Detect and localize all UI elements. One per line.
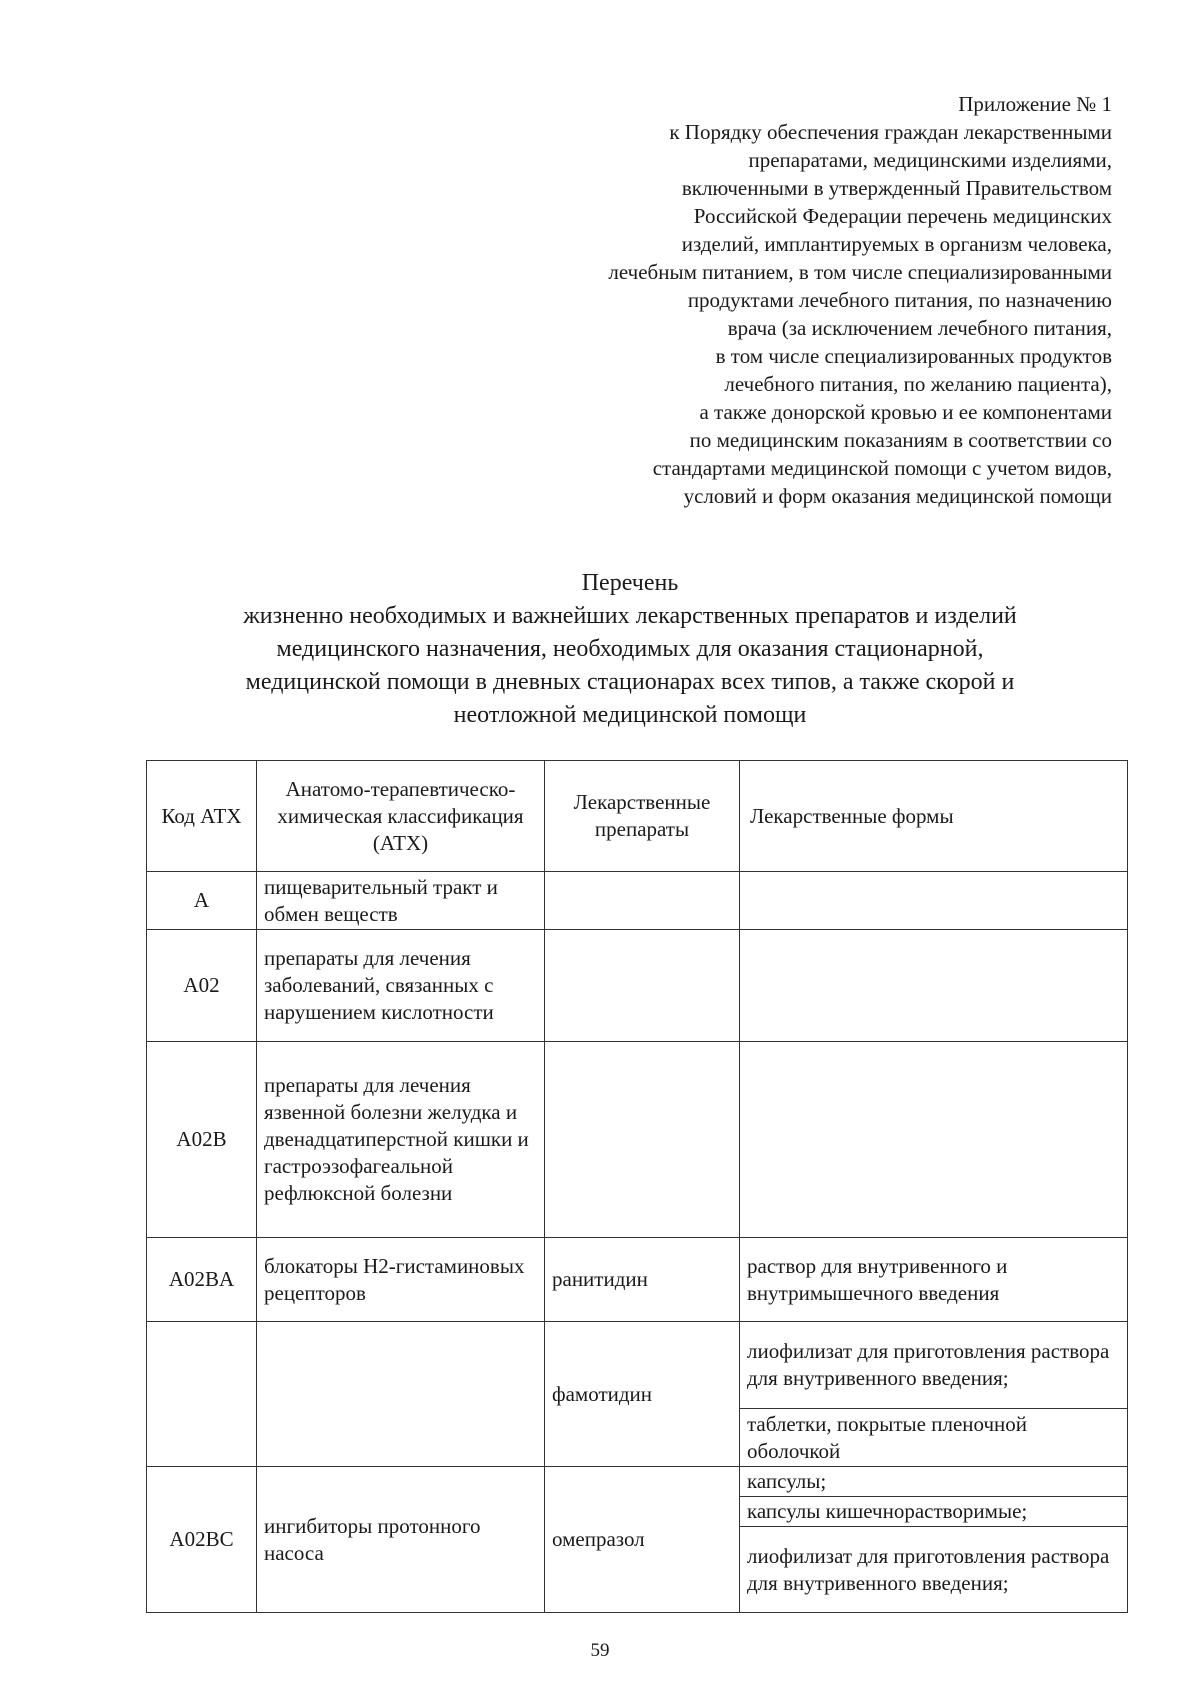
atx-classification: [257, 1322, 545, 1467]
atx-code: [147, 1322, 257, 1467]
atx-table: [146, 760, 1128, 1613]
appendix-line: врача (за исключением лечебного питания,: [727, 316, 1112, 340]
appendix-header: [440, 90, 1112, 510]
drug-form: [740, 930, 1128, 1042]
document-subtitle-line: жизненно необходимых и важнейших лекарственных препаратов и изделий: [243, 603, 1017, 629]
appendix-line: включенными в утвержденный Правительством: [681, 176, 1112, 200]
appendix-line: препаратами, медицинскими изделиями,: [748, 148, 1112, 172]
drug-form: капсулы кишечнорастворимые;: [740, 1497, 1128, 1527]
drug-name: [545, 930, 740, 1042]
table-row: [147, 1042, 1128, 1238]
table-row: [147, 1322, 1128, 1409]
appendix-line: Приложение № 1: [958, 92, 1112, 116]
drug-name: фамотидин: [545, 1322, 740, 1467]
atx-code: A: [147, 872, 257, 930]
appendix-line: условий и форм оказания медицинской помощи: [683, 484, 1112, 508]
table-row: [147, 930, 1128, 1042]
atx-code: A02B: [147, 1042, 257, 1238]
drug-name: ранитидин: [545, 1238, 740, 1322]
drug-form: [740, 1042, 1128, 1238]
atx-classification: препараты для лечения заболеваний, связанных с нарушением кислотности: [257, 930, 545, 1042]
drug-name: [545, 872, 740, 930]
drug-name: [545, 1042, 740, 1238]
atx-classification: блокаторы H2-гистаминовых рецепторов: [257, 1238, 545, 1322]
drug-form: раствор для внутривенного и внутримышечного введения: [740, 1238, 1128, 1322]
header-forms: Лекарственные формы: [740, 761, 1128, 872]
appendix-line: в том числе специализированных продуктов: [715, 344, 1112, 368]
appendix-line: Российской Федерации перечень медицинских: [693, 204, 1112, 228]
appendix-line: изделий, имплантируемых в организм человека,: [681, 232, 1112, 256]
appendix-line: по медицинским показаниям в соответствии со: [689, 428, 1112, 452]
header-code: Код АТХ: [147, 761, 257, 872]
drug-form: [740, 872, 1128, 930]
page-number: 59: [590, 1640, 610, 1661]
document-subtitle-line: неотложной медицинской помощи: [453, 702, 807, 728]
drug-form: лиофилизат для приготовления раствора для внутривенного введения;: [740, 1527, 1128, 1613]
atx-code: A02: [147, 930, 257, 1042]
atx-code: A02BC: [147, 1467, 257, 1613]
appendix-line: продуктами лечебного питания, по назначению: [687, 288, 1112, 312]
appendix-line: а также донорской кровью и ее компонентами: [699, 400, 1112, 424]
header-drugs: Лекарственные препараты: [545, 761, 740, 872]
drug-name: омепразол: [545, 1467, 740, 1613]
document-subtitle-line: медицинского назначения, необходимых для оказания стационарной,: [276, 636, 984, 662]
document-subtitle-line: медицинской помощи в дневных стационарах всех типов, а также скорой и: [245, 669, 1015, 695]
table-row: [147, 872, 1128, 930]
atx-code: A02BA: [147, 1238, 257, 1322]
atx-classification: пищеварительный тракт и обмен веществ: [257, 872, 545, 930]
table-row: [147, 1238, 1128, 1322]
document-heading: [90, 566, 1170, 732]
table-header-row: [147, 761, 1128, 872]
atx-classification: препараты для лечения язвенной болезни желудка и двенадцатиперстной кишки и гастроэзофагеальной рефлюксной болезни: [257, 1042, 545, 1238]
document-title: Перечень: [581, 570, 679, 596]
drug-form: лиофилизат для приготовления раствора для внутривенного введения;: [740, 1322, 1128, 1409]
header-classification: Анатомо-терапевтическо-химическая классификация (АТХ): [257, 761, 545, 872]
appendix-line: к Порядку обеспечения граждан лекарственными: [669, 120, 1112, 144]
drug-form: капсулы;: [740, 1467, 1128, 1497]
atx-classification: ингибиторы протонного насоса: [257, 1467, 545, 1613]
table-row: [147, 1467, 1128, 1497]
drug-form: таблетки, покрытые пленочной оболочкой: [740, 1409, 1128, 1467]
appendix-line: стандартами медицинской помощи с учетом видов,: [652, 456, 1112, 480]
appendix-line: лечебным питанием, в том числе специализированными: [608, 260, 1112, 284]
appendix-line: лечебного питания, по желанию пациента),: [724, 372, 1112, 396]
